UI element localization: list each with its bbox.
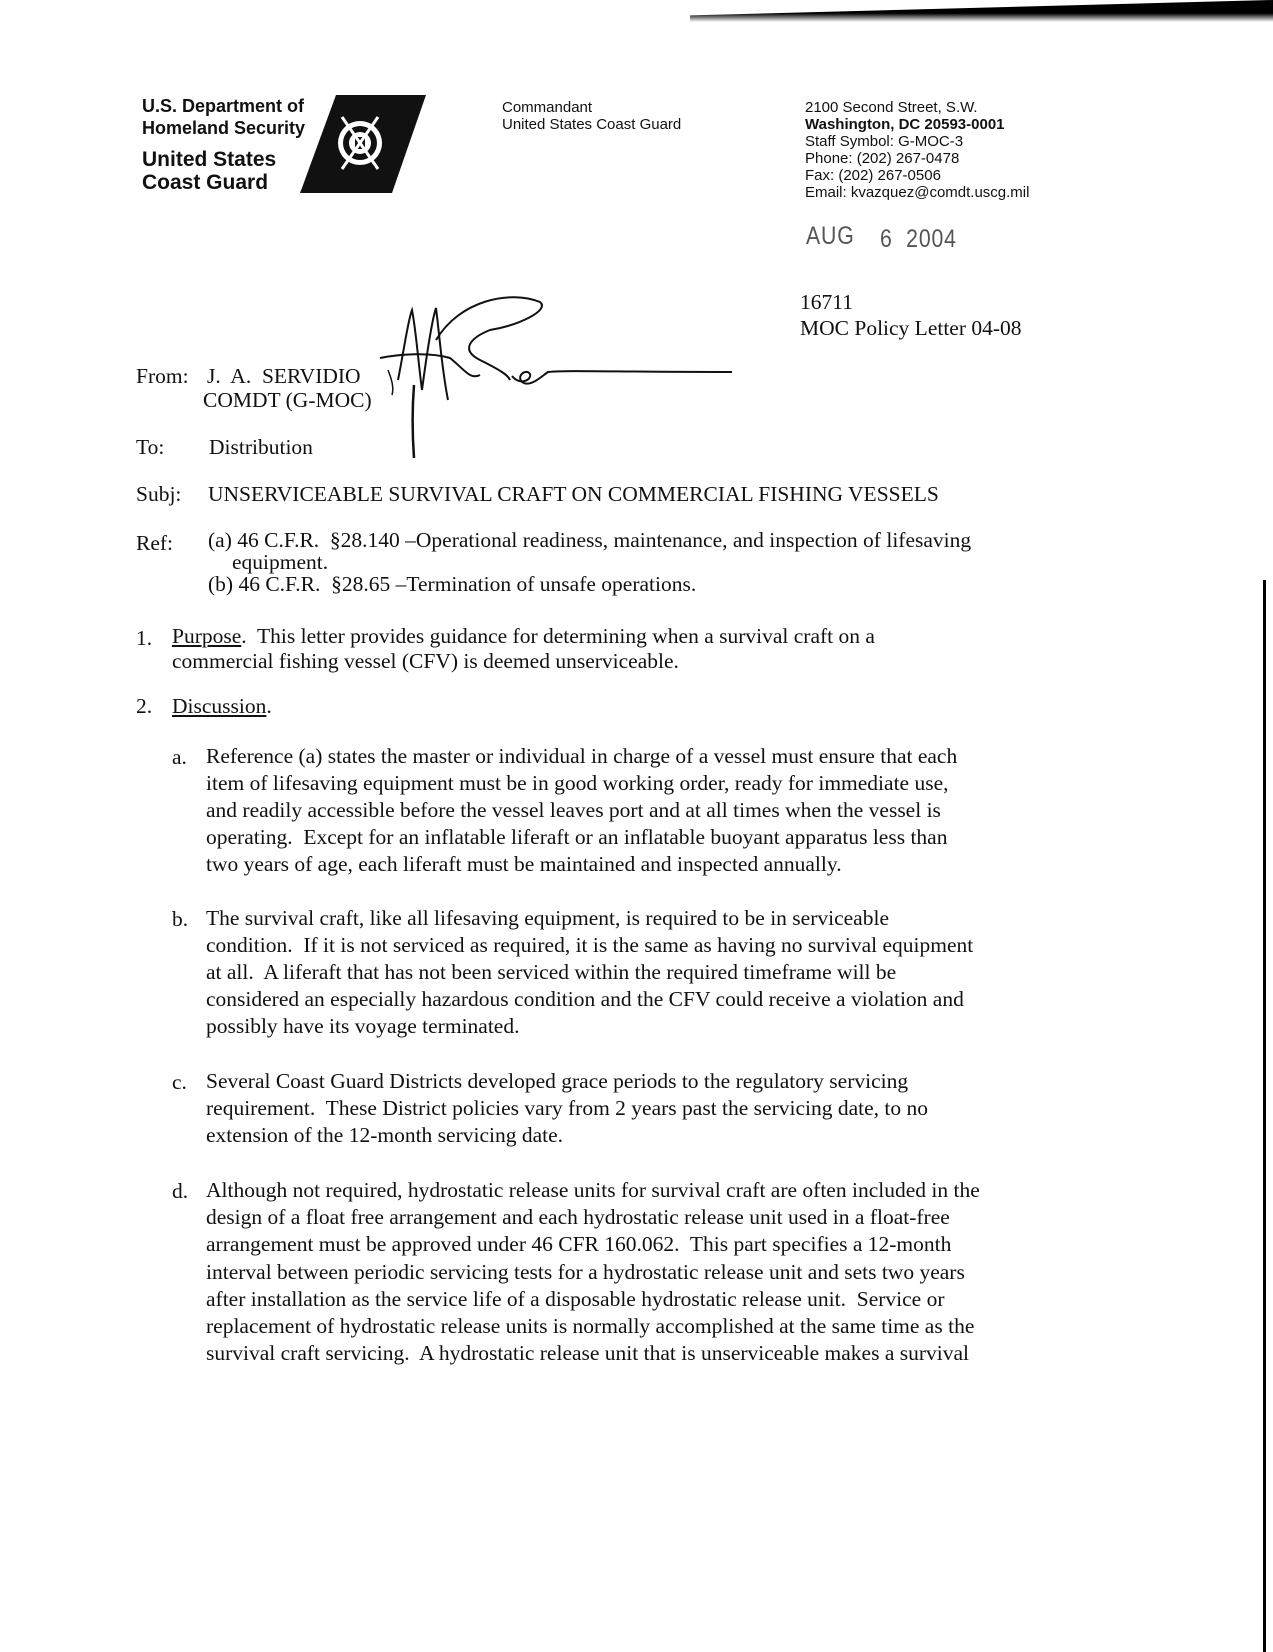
item-b-line: considered an especially hazardous condition and the CFV could receive a violation and bbox=[206, 987, 964, 1011]
item-c-body bbox=[206, 1068, 928, 1149]
from-label: From: bbox=[136, 364, 189, 388]
item-d-line: replacement of hydrostatic release units is normally accomplished at the same time as the bbox=[206, 1314, 975, 1339]
commandant-line2: United States Coast Guard bbox=[502, 116, 682, 133]
subj-value: UNSERVICEABLE SURVIVAL CRAFT ON COMMERCIAL FISHING VESSELS bbox=[208, 482, 939, 506]
item-a-line: operating. Except for an inflatable liferaft or an inflatable buoyant apparatus less than bbox=[206, 825, 948, 849]
from-name: J. A. SERVIDIO bbox=[207, 364, 361, 388]
fax: Fax: (202) 267-0506 bbox=[805, 167, 941, 184]
address-street: 2100 Second Street, S.W. bbox=[805, 99, 978, 116]
phone: Phone: (202) 267-0478 bbox=[805, 150, 960, 167]
dept-line1: U.S. Department of bbox=[142, 96, 305, 116]
ref-b: (b) 46 C.F.R. §28.65 –Termination of unsafe operations. bbox=[208, 572, 697, 596]
staff-symbol: Staff Symbol: G-MOC-3 bbox=[805, 133, 964, 150]
item-a-line: two years of age, each liferaft must be maintained and inspected annually. bbox=[206, 852, 842, 876]
item-c-line: extension of the 12-month servicing date. bbox=[206, 1123, 564, 1147]
signature-image bbox=[370, 280, 740, 465]
section2-heading-wrap bbox=[172, 692, 272, 720]
item-a-line: Reference (a) states the master or individual in charge of a vessel must ensure that each bbox=[206, 744, 958, 768]
email: Email: kvazquez@comdt.uscg.mil bbox=[805, 184, 1030, 201]
item-d-line: design of a float free arrangement and each hydrostatic release unit used in a float-free bbox=[206, 1205, 950, 1230]
item-b-line: condition. If it is not serviced as required, it is the same as having no survival equipment bbox=[206, 933, 974, 957]
item-d-line: Although not required, hydrostatic release units for survival craft are often included in the bbox=[206, 1178, 980, 1202]
item-b-line: possibly have its voyage terminated. bbox=[206, 1014, 520, 1038]
policy-letter-number: MOC Policy Letter 04-08 bbox=[800, 316, 1022, 340]
scan-edge-right bbox=[1263, 580, 1266, 1652]
to-value: Distribution bbox=[209, 435, 313, 459]
ref-a-line1: (a) 46 C.F.R. §28.140 –Operational readiness, maintenance, and inspection of lifesaving bbox=[208, 528, 972, 552]
commandant-line1: Commandant bbox=[502, 99, 593, 116]
commandant-block bbox=[502, 99, 681, 133]
uscg-line1: United States bbox=[142, 148, 277, 171]
ref-label: Ref: bbox=[136, 531, 174, 555]
section1-line2: commercial fishing vessel (CFV) is deemed unserviceable. bbox=[172, 649, 679, 673]
to-label: To: bbox=[136, 435, 165, 459]
ref-a-line2: equipment. bbox=[232, 550, 329, 574]
section1-number: 1. bbox=[136, 626, 153, 650]
item-d-body bbox=[206, 1177, 980, 1367]
item-a-line: and readily accessible before the vessel leaves port and at all times when the vessel is bbox=[206, 798, 941, 822]
date-stamp-month: AUG bbox=[806, 222, 855, 250]
item-d-line: arrangement must be approved under 46 CFR 160.062. This part specifies a 12-month bbox=[206, 1232, 952, 1257]
item-c-line: Several Coast Guard Districts developed grace periods to the regulatory servicing bbox=[206, 1069, 909, 1093]
section2-number: 2. bbox=[136, 694, 153, 718]
section1-line1: . This letter provides guidance for determining when a survival craft on a bbox=[241, 624, 875, 648]
item-b-line: at all. A liferaft that has not been serviced within the required timeframe will be bbox=[206, 960, 897, 984]
item-c-letter: c. bbox=[172, 1070, 187, 1094]
item-b-letter: b. bbox=[172, 907, 189, 931]
item-c-line: requirement. These District policies vary from 2 years past the servicing date, to no bbox=[206, 1096, 929, 1120]
subj-label: Subj: bbox=[136, 482, 182, 506]
item-d-line: after installation as the service life of a disposable hydrostatic release unit. Service or bbox=[206, 1286, 945, 1311]
address-block bbox=[805, 99, 1029, 201]
agency-block bbox=[142, 95, 305, 194]
scan-edge-top bbox=[690, 0, 1273, 22]
ref-list bbox=[208, 529, 971, 595]
coast-guard-emblem-icon bbox=[296, 93, 428, 195]
section2-heading-tail: . bbox=[266, 694, 272, 718]
item-a-line: item of lifesaving equipment must be in good working order, ready for immediate use, bbox=[206, 771, 949, 795]
uscg-line2: Coast Guard bbox=[142, 171, 269, 194]
item-b-body bbox=[206, 905, 973, 1040]
dept-line2: Homeland Security bbox=[142, 118, 306, 138]
item-a-letter: a. bbox=[172, 745, 187, 769]
section1-body bbox=[172, 624, 875, 674]
item-d-line: survival craft servicing. A hydrostatic release unit that is unserviceable makes a survival bbox=[206, 1341, 970, 1366]
ssic-number: 16711 bbox=[800, 290, 853, 314]
section2-heading: Discussion bbox=[172, 694, 267, 718]
section1-heading: Purpose bbox=[172, 624, 242, 648]
item-a-body bbox=[206, 743, 957, 878]
date-stamp-day-year: 6 2004 bbox=[880, 225, 957, 253]
item-d-letter: d. bbox=[172, 1179, 189, 1203]
item-b-line: The survival craft, like all lifesaving equipment, is required to be in serviceable bbox=[206, 906, 889, 930]
from-office: COMDT (G-MOC) bbox=[203, 388, 372, 412]
address-city: Washington, DC 20593-0001 bbox=[805, 116, 1005, 133]
item-d-line: interval between periodic servicing tests for a hydrostatic release unit and sets two years bbox=[206, 1259, 965, 1284]
